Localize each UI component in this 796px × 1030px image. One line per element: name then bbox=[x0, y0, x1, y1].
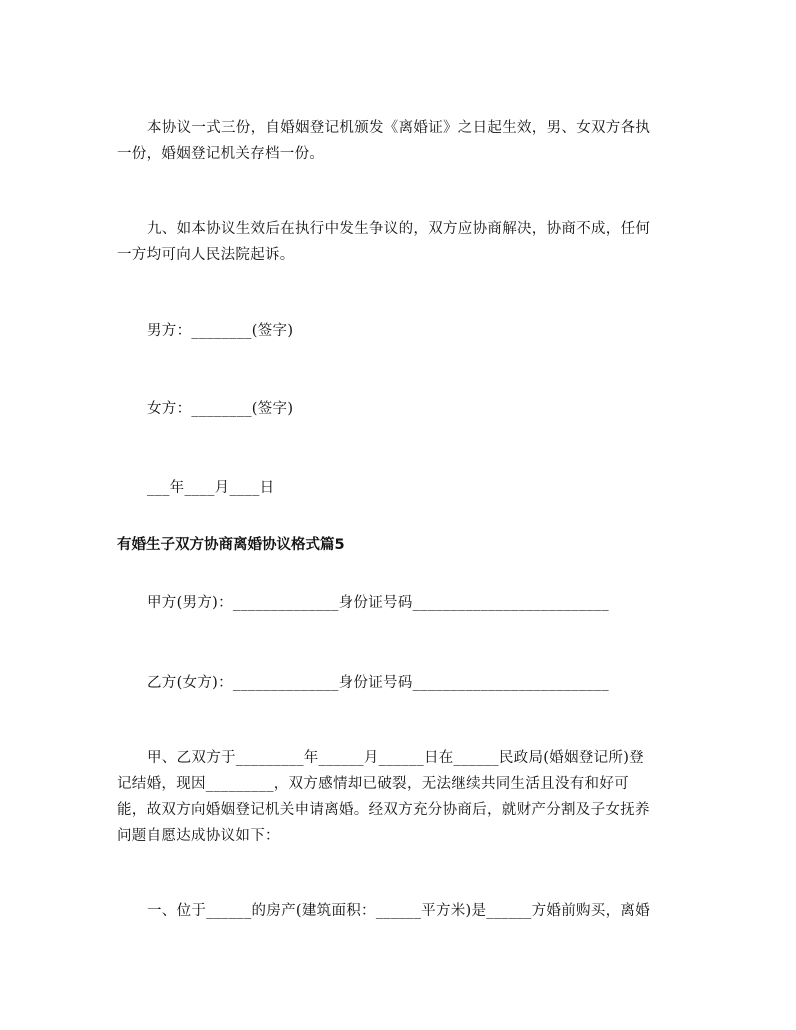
text-line: 能，故双方向婚姻登记机关申请离婚。经双方充分协商后，就财产分割及子女抚养 bbox=[117, 802, 650, 818]
party-a-text: 甲方(男方)：______________身份证号码__________________________ bbox=[147, 595, 609, 611]
text-line: 一份，婚姻登记机关存档一份。 bbox=[117, 146, 325, 162]
male-signature-line bbox=[117, 318, 687, 344]
party-a-line bbox=[117, 590, 687, 616]
party-b-text: 乙方(女方)：______________身份证号码__________________________ bbox=[147, 675, 609, 691]
text-line: 问题自愿达成协议如下： bbox=[117, 828, 280, 844]
female-signature-text: 女方：________(签字) bbox=[147, 401, 294, 417]
text-line: 一、位于______的房产(建筑面积：______平方米)是______方婚前购买，离婚 bbox=[147, 903, 651, 919]
female-signature-line bbox=[117, 396, 687, 422]
paragraph-dispute-clause bbox=[117, 216, 687, 268]
text-line: 本协议一式三份，自婚姻登记机颁发《离婚证》之日起生效，男、女双方各执 bbox=[147, 120, 651, 136]
text-line: 九、如本协议生效后在执行中发生争议的，双方应协商解决，协商不成，任何 bbox=[147, 221, 651, 237]
date-text: ___年____月____日 bbox=[147, 480, 275, 496]
party-b-line bbox=[117, 670, 687, 696]
paragraph-marriage-registration bbox=[117, 745, 687, 849]
date-line bbox=[117, 475, 687, 501]
text-line: 甲、乙双方于_________年______月______日在______民政局(婚姻登记所)登 bbox=[147, 750, 644, 766]
male-signature-text: 男方：________(签字) bbox=[147, 323, 294, 339]
paragraph-property-clause bbox=[117, 898, 687, 924]
text-line: 一方均可向人民法院起诉。 bbox=[117, 247, 295, 263]
section-heading: 有婚生子双方协商离婚协议格式篇5 bbox=[117, 537, 345, 553]
paragraph-copies-clause bbox=[117, 115, 687, 167]
text-line: 记结婚，现因_________，双方感情却已破裂，无法继续共同生活且没有和好可 bbox=[117, 776, 629, 792]
